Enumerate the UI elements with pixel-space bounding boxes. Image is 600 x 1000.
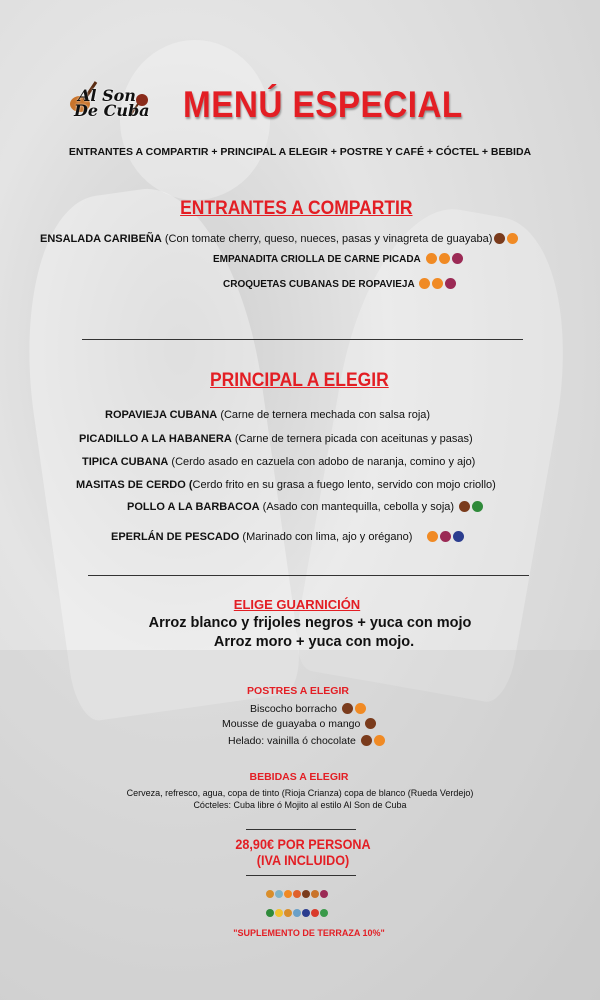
postre-item xyxy=(228,735,385,747)
allergen-icon xyxy=(342,703,353,714)
allergen-icon xyxy=(355,703,366,714)
item-name: PICADILLO A LA HABANERA xyxy=(79,433,232,445)
item-name: POLLO A LA BARBACOA xyxy=(127,501,260,513)
item-name: Helado: vainilla ó chocolate xyxy=(228,735,356,747)
price-line-1: 28,90€ POR PERSONA xyxy=(235,836,371,852)
allergen-legend-icon xyxy=(266,890,274,898)
item-name: Mousse de guayaba o mango xyxy=(222,718,361,730)
allergen-icon xyxy=(452,253,463,264)
principal-heading: PRINCIPAL A ELEGIR xyxy=(210,370,389,391)
item-desc: (Carne de ternera mechada con salsa roja) xyxy=(217,409,431,421)
item-name: ROPAVIEJA CUBANA xyxy=(105,409,218,421)
entrante-item xyxy=(40,233,518,245)
allergen-legend-icon xyxy=(284,909,292,917)
soy-icon xyxy=(472,501,483,512)
principal-item xyxy=(82,456,475,468)
postres-heading: POSTRES A ELEGIR xyxy=(247,685,349,697)
brand-logo xyxy=(66,76,156,131)
principal-item xyxy=(79,433,473,445)
divider xyxy=(88,575,529,576)
item-desc: (Marinado con lima, ajo y orégano) xyxy=(239,531,413,543)
page-title: MENÚ ESPECIAL xyxy=(183,84,463,125)
entrante-item xyxy=(213,253,463,265)
allergen-legend-icon xyxy=(311,890,319,898)
bebidas-line-2: Cócteles: Cuba libre ó Mojito al estilo Al Son de Cuba xyxy=(193,800,407,810)
entrantes-heading: ENTRANTES A COMPARTIR xyxy=(179,198,413,219)
item-desc: (Carne de ternera picada con aceitunas y pasas) xyxy=(231,433,473,445)
guarnicion-heading: ELIGE GUARNICIÓN xyxy=(233,597,361,612)
allergen-legend-icon xyxy=(293,890,301,898)
item-desc: (Con tomate cherry, queso, nueces, pasas y vinagreta de guayaba) xyxy=(161,233,493,245)
allergen-icon xyxy=(426,253,437,264)
allergen-icon xyxy=(459,501,470,512)
item-name: EMPANADITA CRIOLLA DE CARNE PICADA xyxy=(213,254,421,265)
nuts-icon xyxy=(507,233,518,244)
price-line-2: (IVA INCLUIDO) xyxy=(256,852,350,868)
allergen-legend-icon xyxy=(293,909,301,917)
allergen-icon xyxy=(361,735,372,746)
menu-subtitle: ENTRANTES A COMPARTIR + PRINCIPAL A ELEGIR + POSTRE Y CAFÉ + CÓCTEL + BEBIDA xyxy=(68,146,532,158)
item-name: ENSALADA CARIBEÑA xyxy=(40,233,162,245)
logo-text-line2: De Cuba xyxy=(74,101,150,120)
item-name: Biscocho borracho xyxy=(250,703,337,715)
bebidas-heading: BEBIDAS A ELEGIR xyxy=(249,771,349,783)
price-top-rule xyxy=(246,829,356,830)
allergen-legend xyxy=(265,889,345,917)
allergen-icon xyxy=(439,253,450,264)
allergen-icon xyxy=(419,278,430,289)
allergen-legend-icon xyxy=(275,890,283,898)
allergen-icon xyxy=(427,531,438,542)
item-name: CROQUETAS CUBANAS DE ROPAVIEJA xyxy=(223,279,415,290)
price-bottom-rule xyxy=(246,875,356,876)
logo-text-line1: Al Son xyxy=(78,86,136,105)
allergen-legend-icon xyxy=(266,909,274,917)
allergen-legend-icon xyxy=(320,909,328,917)
bebidas-line-1: Cerveza, refresco, agua, copa de tinto (Rioja Crianza) copa de blanco (Rueda Verdejo) xyxy=(126,788,474,798)
allergen-legend-icon xyxy=(302,890,310,898)
principal-item xyxy=(127,501,483,513)
allergen-icon xyxy=(432,278,443,289)
entrante-item xyxy=(223,278,456,290)
item-name: MASITAS DE CERDO ( xyxy=(76,479,193,491)
allergen-legend-icon xyxy=(320,890,328,898)
postre-item xyxy=(250,703,366,715)
fish-icon xyxy=(453,531,464,542)
allergen-legend-icon xyxy=(302,909,310,917)
divider xyxy=(82,339,523,340)
item-desc: (Asado con mantequilla, cebolla y soja) xyxy=(259,501,455,513)
allergen-icon xyxy=(440,531,451,542)
allergen-icon xyxy=(365,718,376,729)
allergen-icon xyxy=(445,278,456,289)
item-name: TIPICA CUBANA xyxy=(82,456,169,468)
principal-item xyxy=(111,531,464,543)
allergen-legend-icon xyxy=(275,909,283,917)
gluten-icon xyxy=(494,233,505,244)
allergen-legend-icon xyxy=(284,890,292,898)
allergen-icon xyxy=(374,735,385,746)
guarnicion-option-2: Arroz moro + yuca con mojo. xyxy=(213,634,415,650)
principal-item xyxy=(105,409,430,421)
terrace-supplement-note: "SUPLEMENTO DE TERRAZA 10%" xyxy=(233,928,385,938)
guarnicion-option-1: Arroz blanco y frijoles negros + yuca con mojo xyxy=(148,615,472,631)
postre-item xyxy=(222,718,376,730)
allergen-legend-icon xyxy=(311,909,319,917)
item-desc: Cerdo frito en su grasa a fuego lento, servido con mojo criollo) xyxy=(192,479,496,491)
principal-item xyxy=(76,479,496,491)
item-name: EPERLÁN DE PESCADO xyxy=(111,531,240,543)
item-desc: (Cerdo asado en cazuela con adobo de naranja, comino y ajo) xyxy=(168,456,476,468)
